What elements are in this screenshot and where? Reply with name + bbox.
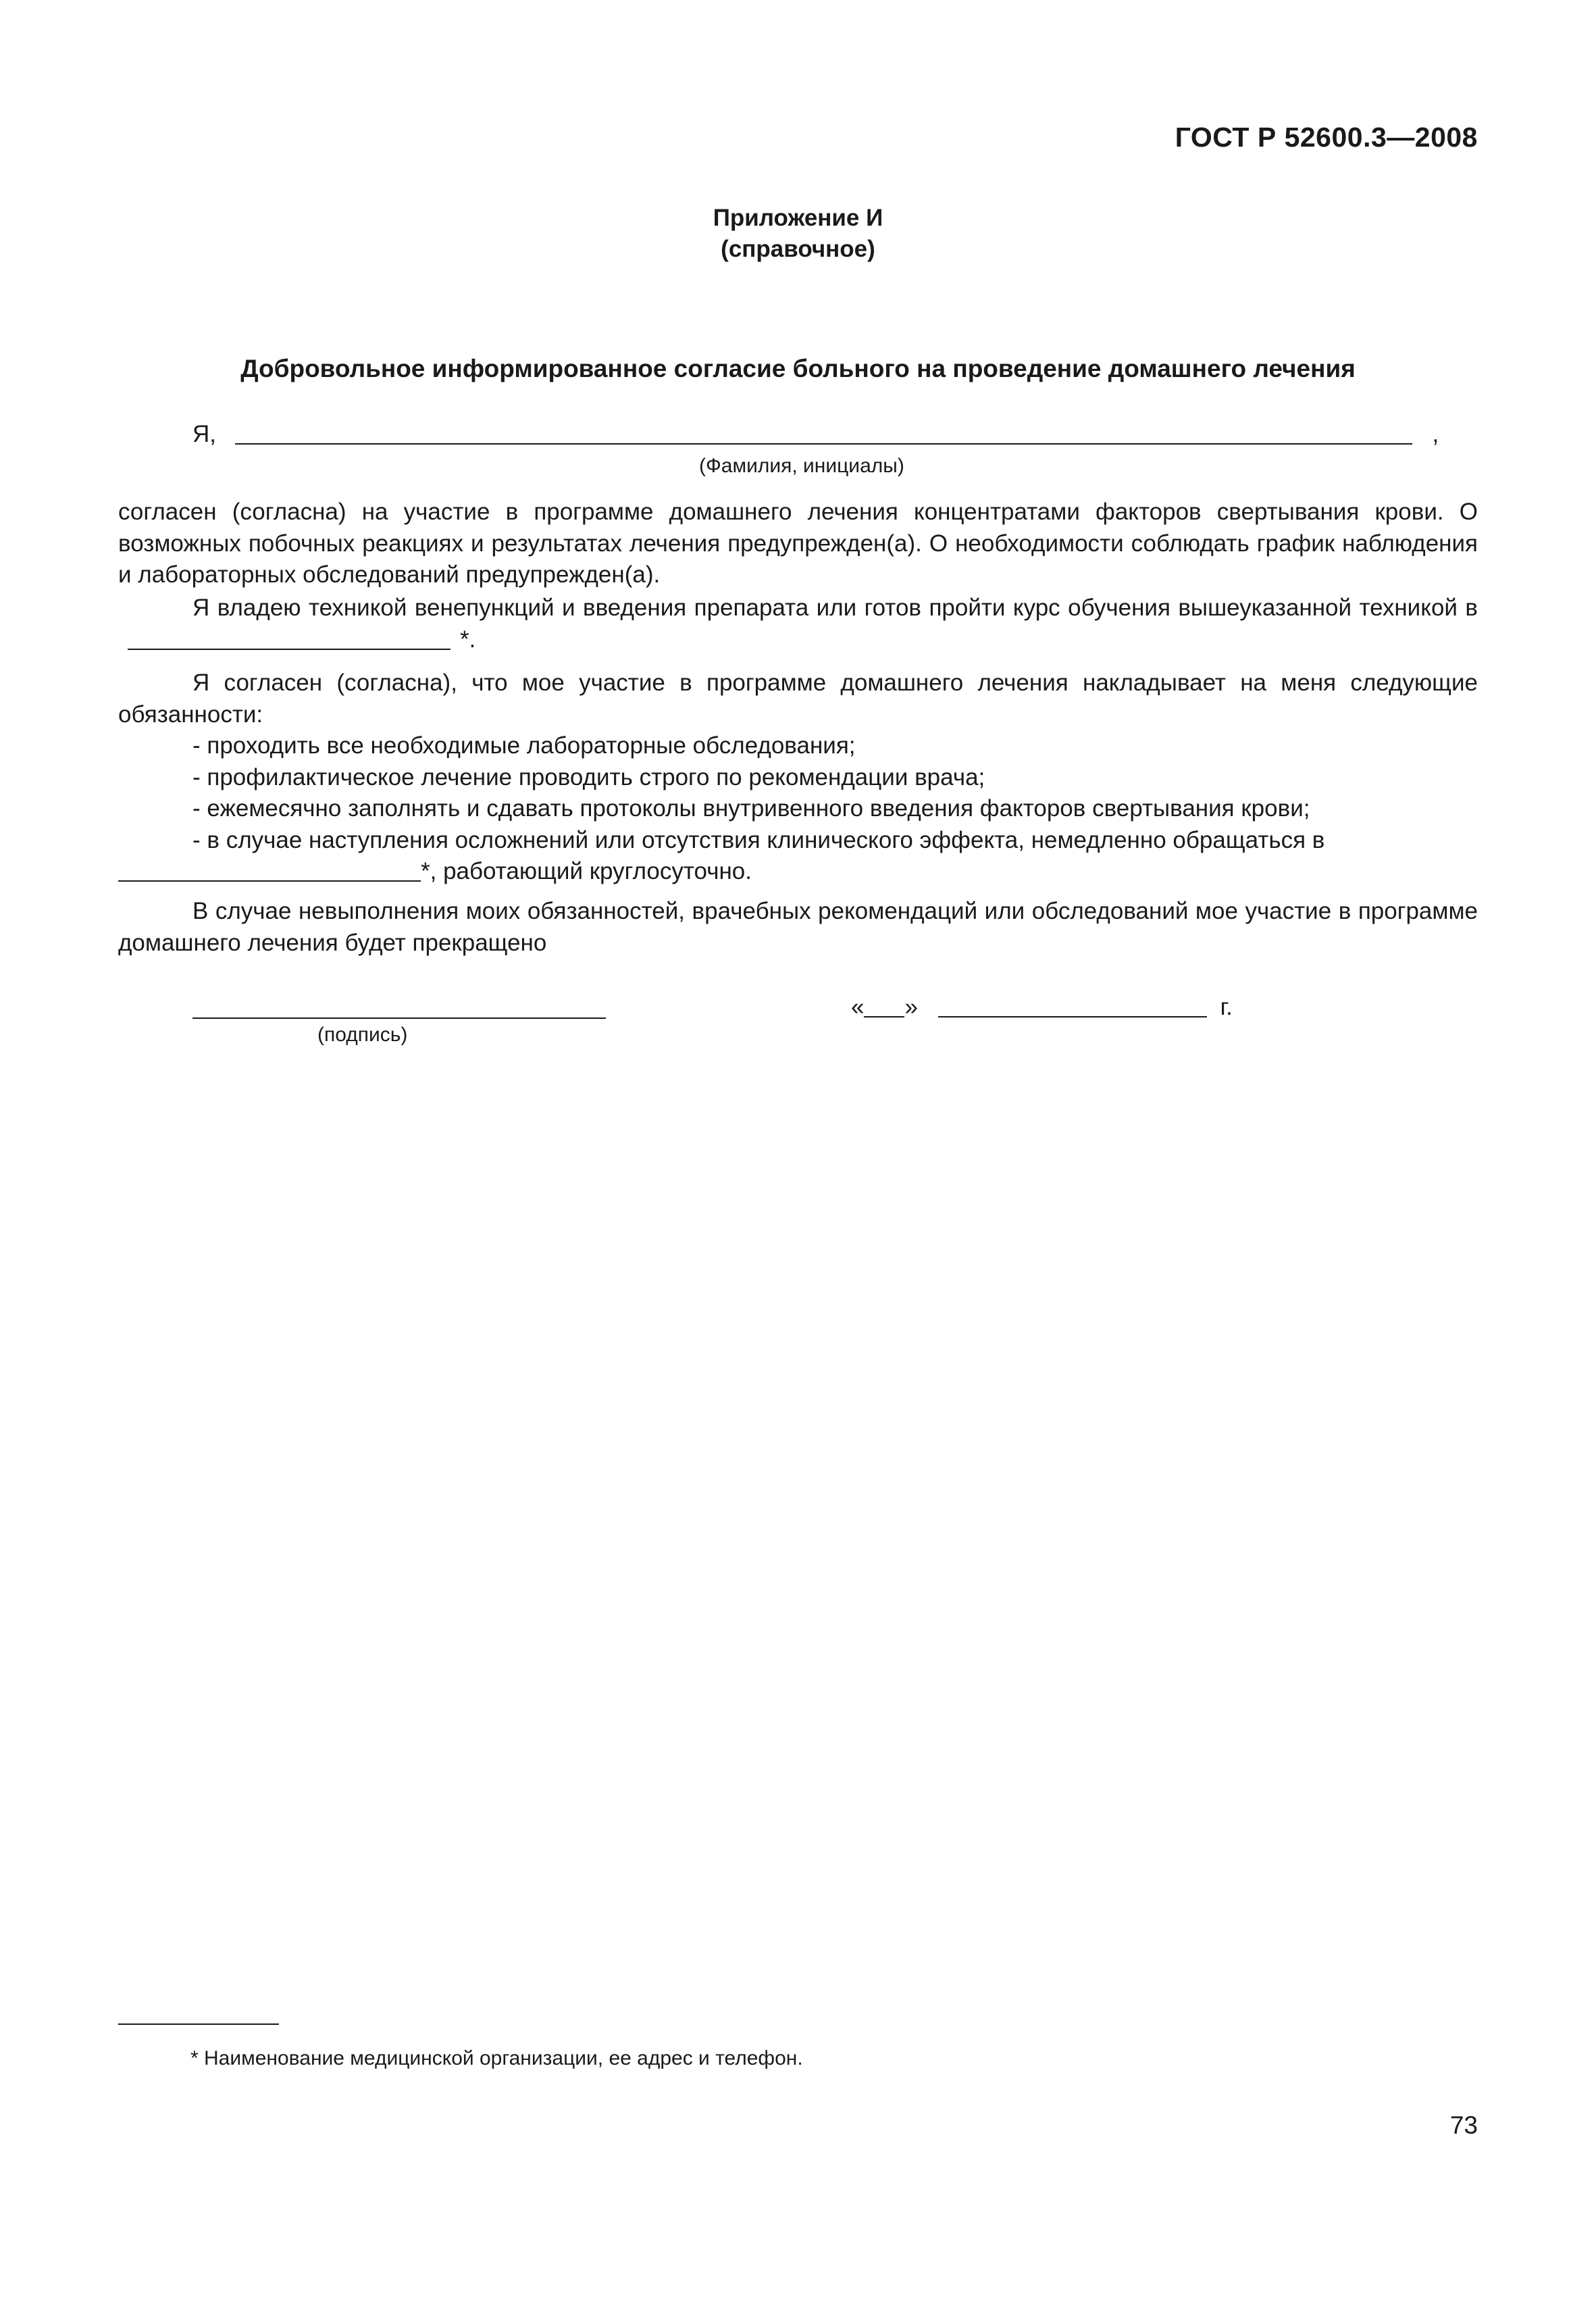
name-field-row <box>192 419 1439 448</box>
signature-row <box>0 992 1596 1032</box>
date-field <box>851 992 1233 1021</box>
day-blank[interactable] <box>864 992 904 1017</box>
consent-paragraph: согласен (согласна) на участие в программе домашнего лечения концентратами факторов свертывания крови. О возможных побочных реакциях и результатах лечения предупрежден(а). О необходимости соблюдать график наблюдения и лабораторных обследований предупрежден(а). <box>118 499 1478 588</box>
termination-paragraph: В случае невыполнения моих обязанностей, врачебных рекомендаций или обследований мое участие в программе домашнего лечения будет прекращено <box>118 898 1478 956</box>
name-blank-line[interactable] <box>235 419 1412 445</box>
signature-blank-line[interactable] <box>192 1017 606 1019</box>
name-prefix: Я, <box>192 421 216 447</box>
obligations-intro: Я согласен (согласна), что мое участие в программе домашнего лечения накладывает на меня следующие обязанности: <box>118 670 1478 728</box>
standard-code: ГОСТ Р 52600.3—2008 <box>1175 122 1478 153</box>
training-place-blank[interactable] <box>128 624 451 650</box>
name-suffix: , <box>1432 421 1439 447</box>
obligation-4-continuation <box>118 856 1478 888</box>
signature-caption: (подпись) <box>317 1024 408 1046</box>
page-number: 73 <box>1449 2111 1478 2139</box>
appendix-heading <box>0 203 1596 265</box>
date-open-quote: « <box>851 994 865 1020</box>
obligation-item <box>118 825 1478 857</box>
obligation-item: - профилактическое лечение проводить строго по рекомендации врача; <box>192 763 985 790</box>
year-suffix: г. <box>1220 994 1233 1020</box>
appendix-type: (справочное) <box>721 236 875 262</box>
technique-text: Я владею техникой венепункций и введения препарата или готов пройти курс обучения вышеуказанной техникой в <box>192 595 1478 621</box>
obligation-item: - проходить все необходимые лабораторные обследования; <box>192 732 856 759</box>
technique-paragraph <box>118 593 1478 655</box>
footnote-text: * Наименование медицинской организации, ее адрес и телефон. <box>190 2047 803 2069</box>
obligations-list <box>118 730 1478 888</box>
document-title: Добровольное информированное согласие больного на проведение домашнего лечения <box>240 355 1356 382</box>
obligation-4-end: *, работающий круглосуточно. <box>421 858 752 884</box>
emergency-place-blank[interactable] <box>118 856 421 882</box>
footnote-divider <box>118 2023 279 2025</box>
technique-footnote-mark: *. <box>460 626 476 653</box>
obligation-item: - ежемесячно заполнять и сдавать протоколы внутривенного введения факторов свертывания крови; <box>192 795 1310 822</box>
name-caption: (Фамилия, инициалы) <box>699 455 904 477</box>
month-blank[interactable] <box>938 992 1207 1017</box>
obligation-4-text: - в случае наступления осложнений или отсутствия клинического эффекта, немедленно обращаться в <box>192 826 1325 853</box>
appendix-label: Приложение И <box>713 205 883 231</box>
date-close-quote: » <box>904 994 918 1020</box>
